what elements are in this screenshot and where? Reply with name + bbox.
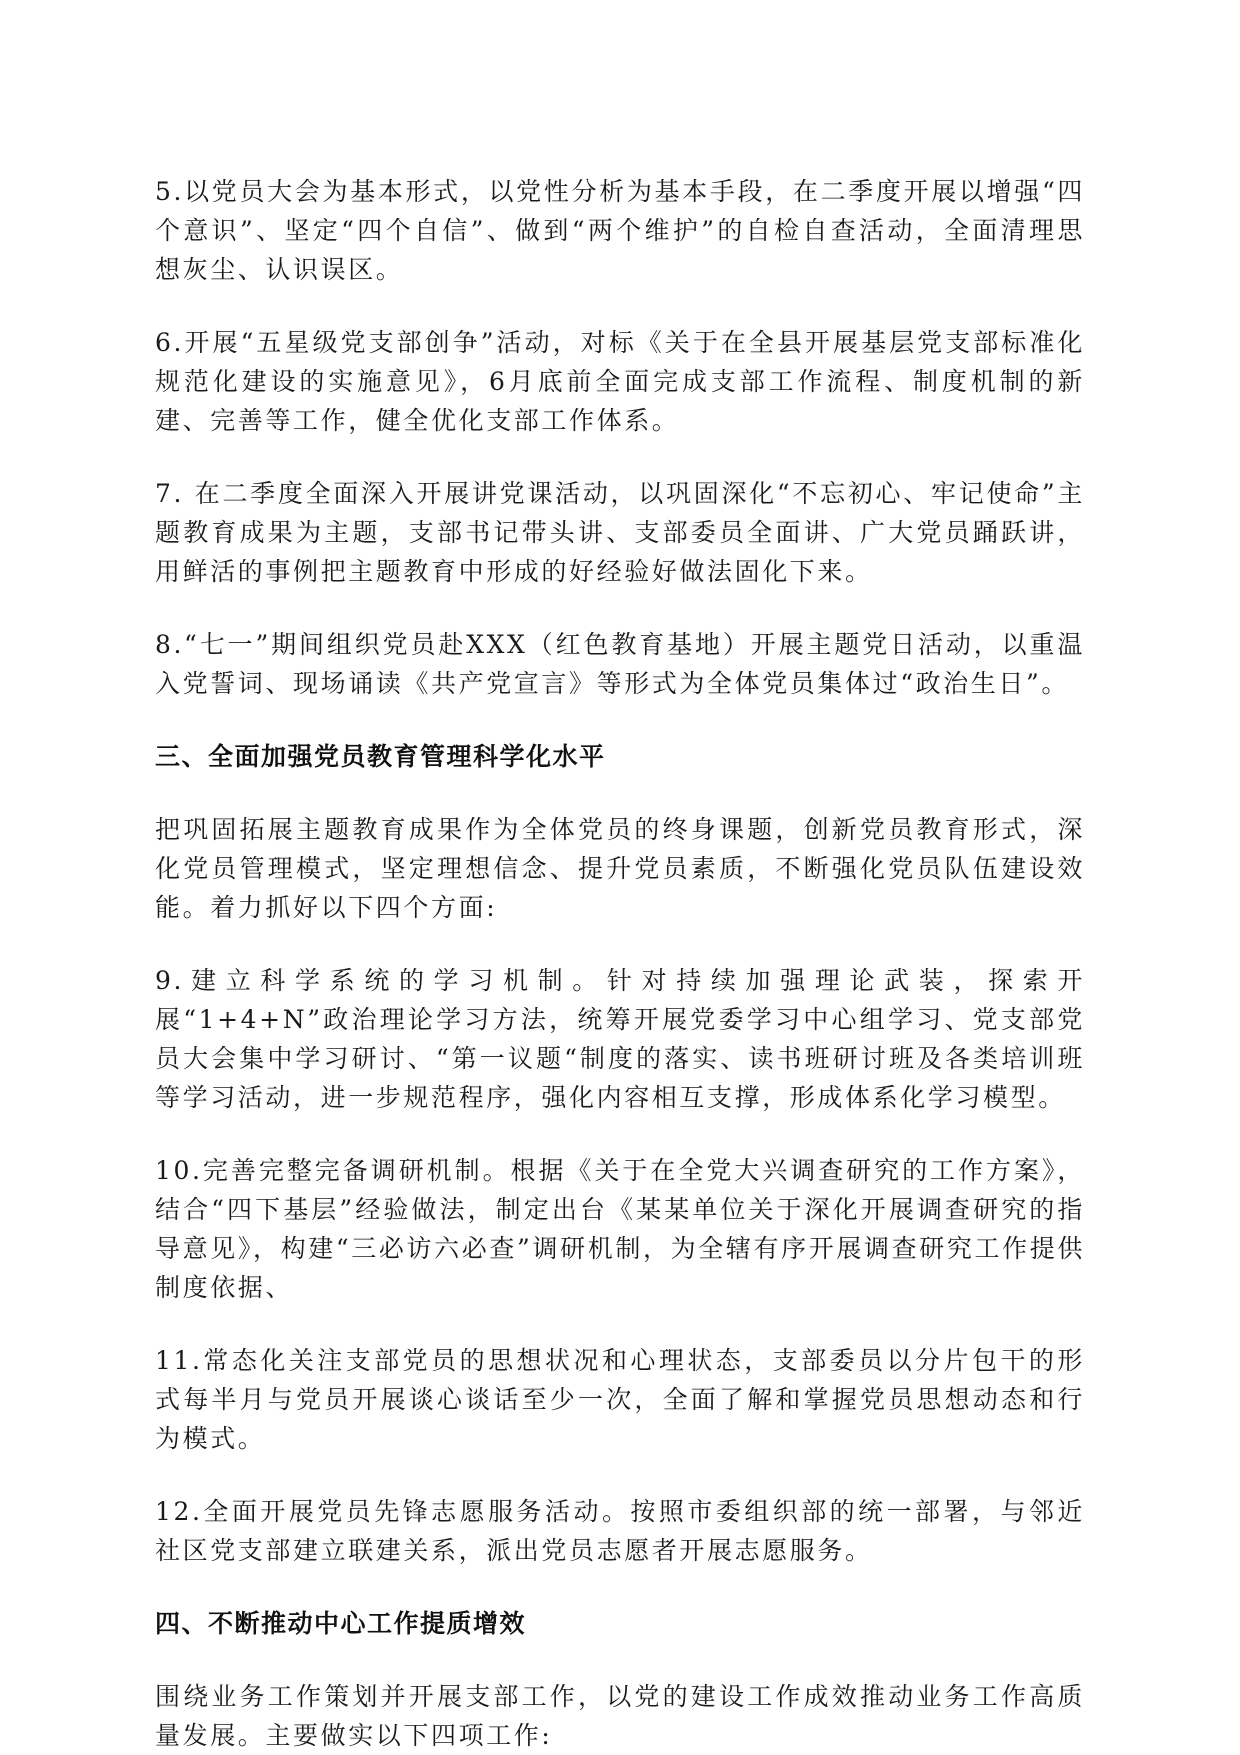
paragraph-item-11: 11.常态化关注支部党员的思想状况和心理状态，支部委员以分片包干的形式每半月与党员开展谈心谈话至少一次，全面了解和掌握党员思想动态和行为模式。 xyxy=(155,1346,1085,1453)
paragraph-item-6: 6.开展“五星级党支部创争”活动，对标《关于在全县开展基层党支部标准化规范化建设的实施意见》，6月底前全面完成支部工作流程、制度机制的新建、完善等工作，健全优化支部工作体系。 xyxy=(155,328,1085,435)
paragraph-item-12: 12.全面开展党员先锋志愿服务活动。按照市委组织部的统一部署，与邻近社区党支部建立联建关系，派出党员志愿者开展志愿服务。 xyxy=(155,1497,1085,1565)
section-heading-3: 三、全面加强党员教育管理科学化水平 xyxy=(155,742,606,771)
paragraph-item-10: 10.完善完整完备调研机制。根据《关于在全党大兴调查研究的工作方案》，结合“四下基层”经验做法，制定出台《某某单位关于深化开展调查研究的指导意见》，构建“三必访六必查”调研机制，为全辖有序开展调查研究工作提供制度依据、 xyxy=(155,1156,1085,1302)
paragraph-item-7: 7. 在二季度全面深入开展讲党课活动，以巩固深化“不忘初心、牢记使命”主题教育成果为主题，支部书记带头讲、支部委员全面讲、广大党员踊跃讲，用鲜活的事例把主题教育中形成的好经验好做法固化下来。 xyxy=(155,479,1085,586)
paragraph-item-8: 8.“七一”期间组织党员赴XXX（红色教育基地）开展主题党日活动，以重温入党誓词、现场诵读《共产党宣言》等形式为全体党员集体过“政治生日”。 xyxy=(155,630,1085,698)
paragraph-item-5: 5.以党员大会为基本形式，以党性分析为基本手段，在二季度开展以增强“四个意识”、坚定“四个自信”、做到“两个维护”的自检自查活动，全面清理思想灰尘、认识误区。 xyxy=(155,177,1085,284)
section-intro-paragraph-4: 围绕业务工作策划并开展支部工作，以党的建设工作成效推动业务工作高质量发展。主要做实以下四项工作: xyxy=(155,1682,1085,1750)
section-heading-4: 四、不断推动中心工作提质增效 xyxy=(155,1609,527,1638)
section-intro-paragraph: 把巩固拓展主题教育成果作为全体党员的终身课题，创新党员教育形式，深化党员管理模式，坚定理想信念、提升党员素质，不断强化党员队伍建设效能。着力抓好以下四个方面: xyxy=(155,815,1085,922)
paragraph-item-9: 9.建立科学系统的学习机制。针对持续加强理论武装，探索开展“1+4+N”政治理论学习方法，统筹开展党委学习中心组学习、党支部党员大会集中学习研讨、“第一议题“制度的落实、读书班研讨班及各类培训班等学习活动，进一步规范程序，强化内容相互支撑，形成体系化学习模型。 xyxy=(155,966,1085,1112)
